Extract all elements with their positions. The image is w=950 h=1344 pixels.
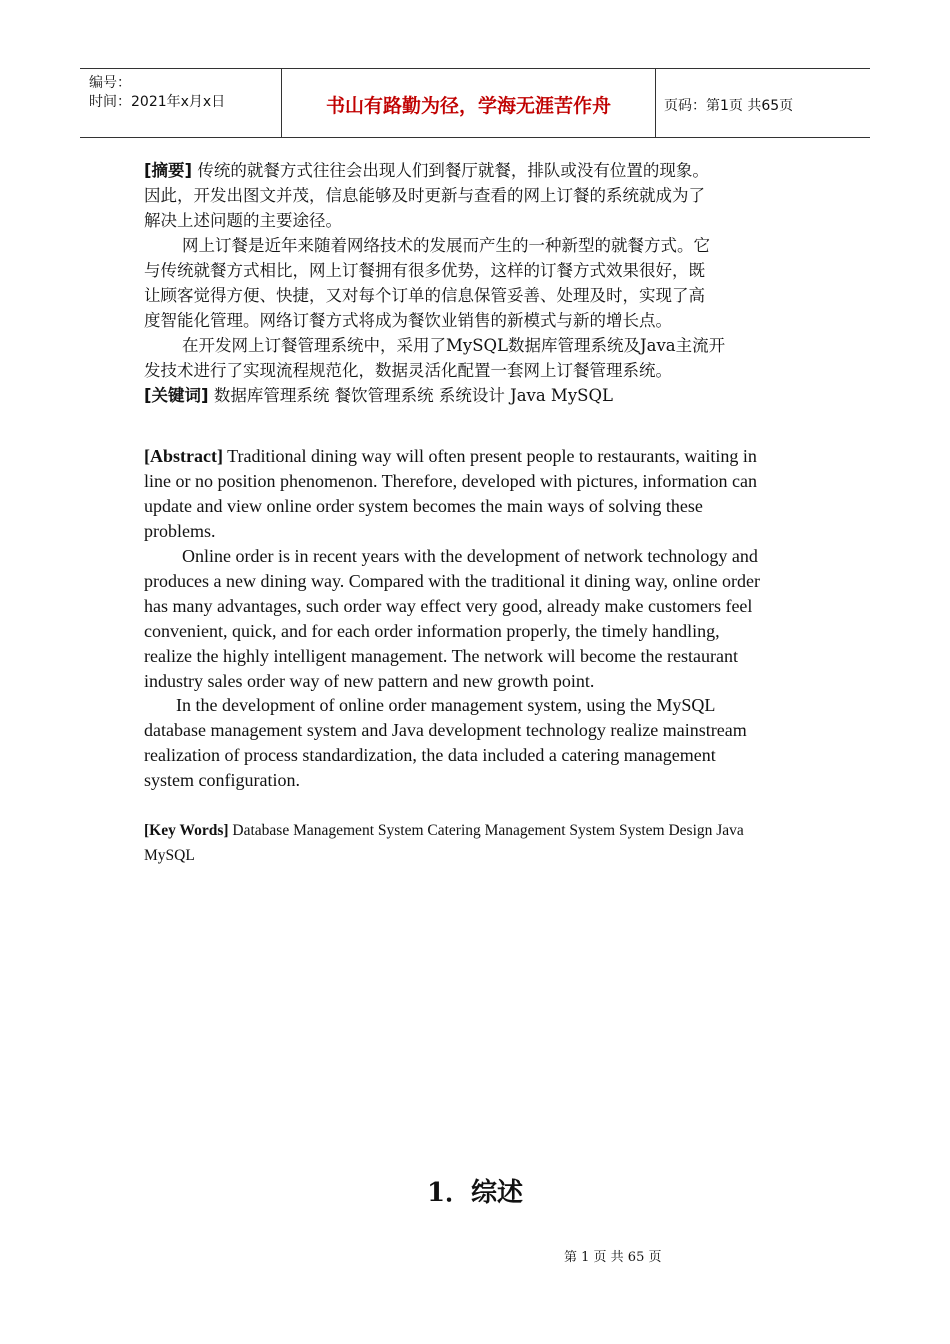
page-footer: 第 1 页 共 65 页	[564, 1250, 662, 1265]
abstract-en-line: realization of process standardization, the data included a catering management	[144, 745, 716, 765]
keywords-zh	[144, 383, 814, 408]
abstract-zh-para1	[144, 158, 814, 233]
abstract-en-line: realize the highly intelligent management. The network will become the restaurant	[144, 646, 738, 666]
abstract-zh-line: 解决上述问题的主要途径。	[144, 211, 342, 230]
abstract-en-line: Online order is in recent years with the development of network technology and	[182, 546, 758, 566]
document-time-label: 时间：2021年x月x日	[89, 94, 226, 110]
abstract-zh-line: 让顾客觉得方便、快捷，又对每个订单的信息保管妥善、处理及时，实现了高	[144, 286, 705, 305]
abstract-en-line: database management system and Java development technology realize mainstream	[144, 720, 747, 740]
keywords-en-text: Database Management System Catering Management System System Design Java	[228, 822, 744, 839]
abstract-en-line: update and view online order system becomes the main ways of solving these	[144, 496, 703, 516]
section-heading: 1．综述	[426, 1178, 524, 1208]
abstract-en-line: system configuration.	[144, 770, 300, 790]
abstract-en-para1	[144, 444, 814, 544]
abstract-zh-line: 因此，开发出图文并茂，信息能够及时更新与查看的网上订餐的系统就成为了	[144, 186, 705, 205]
abstract-en-line: convenient, quick, and for each order information properly, the timely handling,	[144, 621, 720, 641]
abstract-en-para2	[144, 544, 814, 694]
abstract-en-line: Traditional dining way will often present people to restaurants, waiting in	[222, 446, 757, 466]
abstract-zh-para3	[144, 333, 814, 383]
keywords-en-text: MySQL	[144, 847, 195, 864]
abstract-en-label: [Abstract]	[144, 446, 223, 466]
abstract-zh-label: [摘要]	[144, 161, 193, 180]
keywords-en	[144, 818, 824, 868]
header-meta-cell	[80, 69, 280, 137]
abstract-en-line: line or no position phenomenon. Therefore, developed with pictures, information can	[144, 471, 758, 491]
header-motto-cell	[281, 69, 656, 137]
abstract-zh-para2	[144, 233, 814, 333]
keywords-en-label: [Key Words]	[144, 822, 229, 839]
document-number-label: 编号：	[89, 75, 131, 91]
abstract-en-line: has many advantages, such order way effect very good, already make customers feel	[144, 596, 753, 616]
abstract-zh-line: 网上订餐是近年来随着网络技术的发展而产生的一种新型的就餐方式。它	[182, 236, 710, 255]
abstract-en-line: problems.	[144, 521, 216, 541]
abstract-zh-line: 发技术进行了实现流程规范化，数据灵活化配置一套网上订餐管理系统。	[144, 361, 672, 380]
header-motto: 书山有路勤为径，学海无涯苦作舟	[325, 95, 611, 117]
abstract-zh-line: 与传统就餐方式相比，网上订餐拥有很多优势，这样的订餐方式效果很好，既	[144, 261, 705, 280]
abstract-zh-line: 传统的就餐方式往往会出现人们到餐厅就餐，排队或没有位置的现象。	[192, 161, 709, 180]
abstract-zh-line: 度智能化管理。网络订餐方式将成为餐饮业销售的新模式与新的增长点。	[144, 311, 672, 330]
abstract-en-line: In the development of online order management system, using the MySQL	[176, 695, 716, 715]
keywords-zh-label: [关键词]	[144, 386, 209, 405]
header-page-cell	[655, 69, 870, 137]
abstract-en-para3	[144, 693, 814, 793]
document-header	[80, 68, 870, 138]
header-page-info: 页码：第1页 共65页	[664, 98, 794, 114]
abstract-en-line: produces a new dining way. Compared with the traditional it dining way, online order	[144, 571, 761, 591]
abstract-zh-line: 在开发网上订餐管理系统中，采用了MySQL数据库管理系统及Java主流开	[182, 336, 726, 355]
keywords-zh-text: 数据库管理系统 餐饮管理系统 系统设计 Java MySQL	[208, 386, 613, 405]
abstract-en-line: industry sales order way of new pattern and new growth point.	[144, 671, 595, 691]
